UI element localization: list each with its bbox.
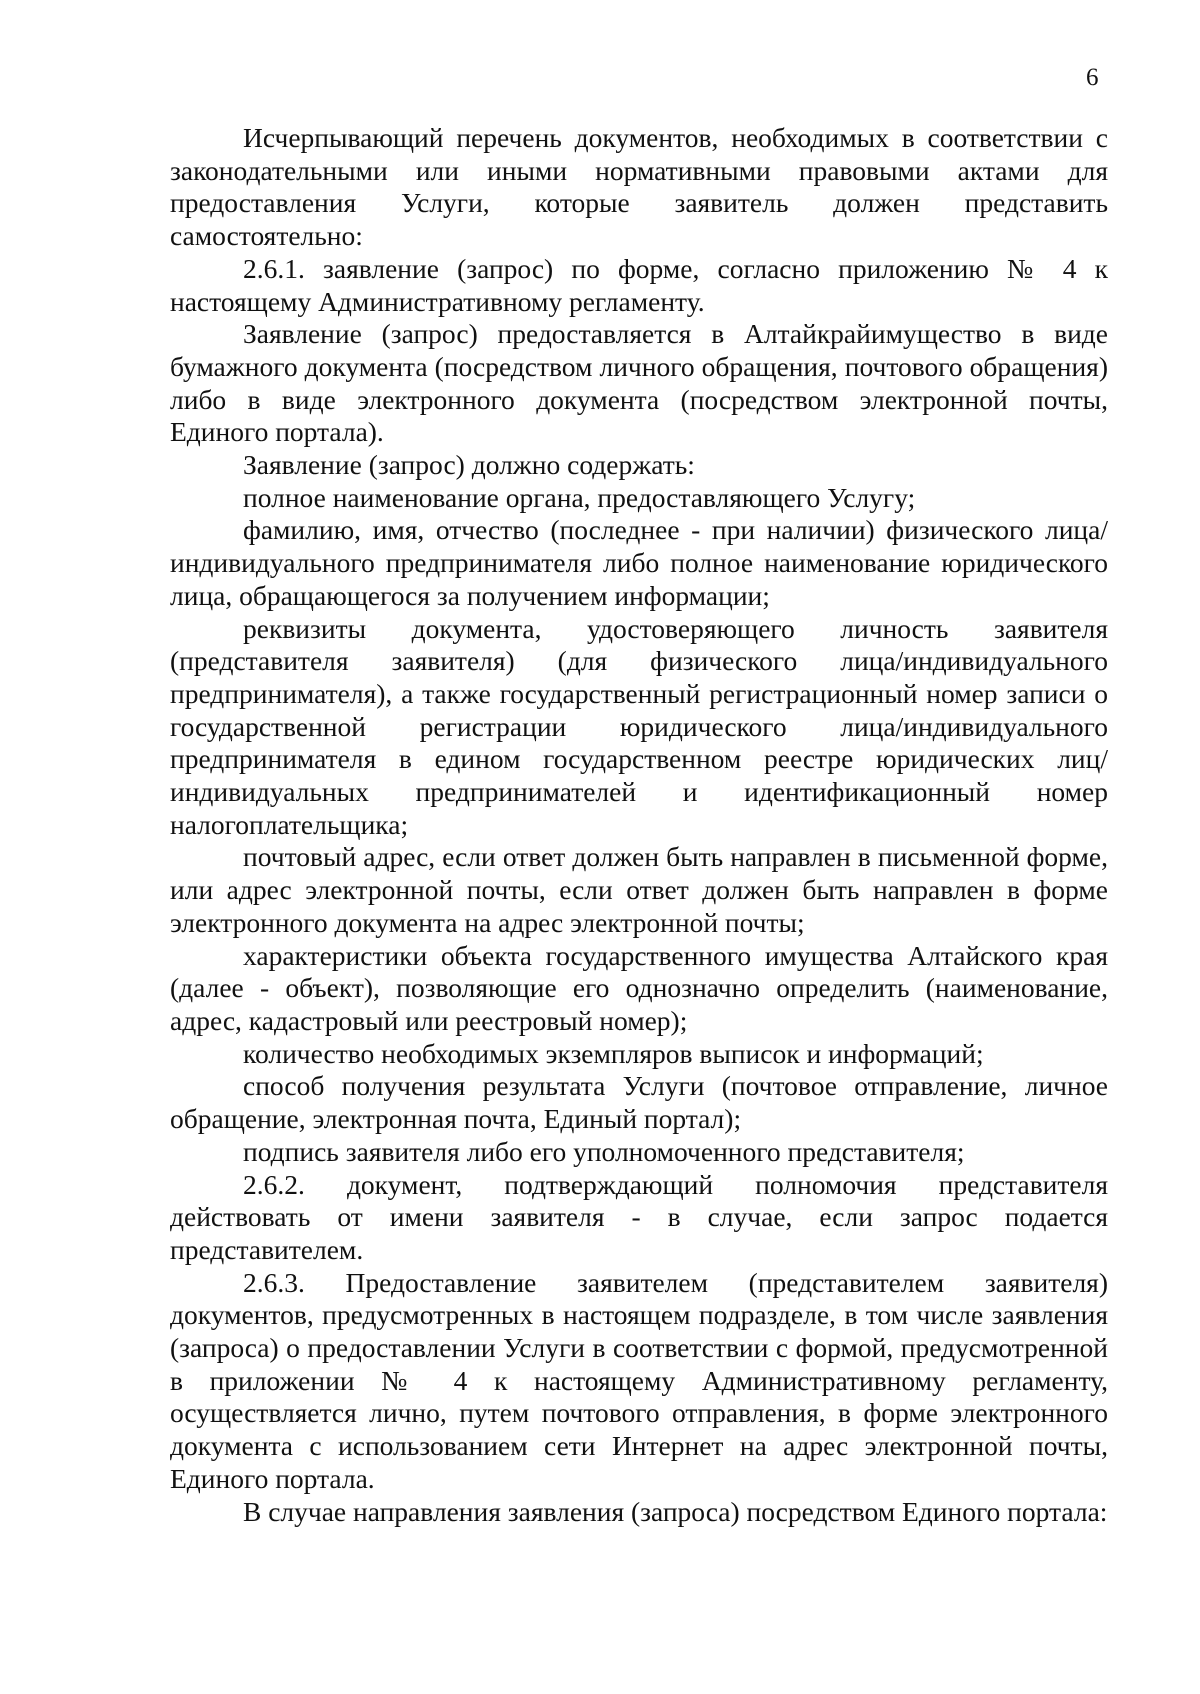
paragraph-contents-heading: Заявление (запрос) должно содержать: — [243, 449, 695, 481]
list-item-organ-name: полное наименование органа, предоставляющего Услугу; — [243, 481, 916, 513]
paragraph-submission: Заявление (запрос) предоставляется в Алтайкрайимущество в виде бумажного документа (посредством личного обращения, почтового обращения) либо в виде электронного документа (посредством электронной почты, Единого портала). — [170, 318, 1108, 448]
list-item-signature: подпись заявителя либо его уполномоченного представителя; — [243, 1135, 965, 1167]
list-item-copies-count: количество необходимых экземпляров выписок и информаций; — [243, 1037, 984, 1069]
list-item-postal-address: почтовый адрес, если ответ должен быть направлен в письменной форме, или адрес электронной почты, если ответ должен быть направлен в форме электронного документа на адрес электронной почты; — [170, 841, 1108, 938]
paragraph-2-6-2: 2.6.2. документ, подтверждающий полномочия представителя действовать от имени заявителя - в случае, если запрос подается представителем. — [170, 1168, 1108, 1265]
paragraph-2-6-3: 2.6.3. Предоставление заявителем (представителем заявителя) документов, предусмотренных в настоящем подразделе, в том числе заявления (запроса) о предоставлении Услуги в соответствии с формой, предусмотренной в приложении № 4 к настоящему Административному регламенту, осуществляется лично, путем почтового отправления, в форме электронного документа с использованием сети Интернет на адрес электронной почты, Единого портала. — [170, 1266, 1108, 1494]
page-number: 6 — [1086, 64, 1099, 91]
paragraph-portal-case: В случае направления заявления (запроса) посредством Единого портала: — [243, 1495, 1108, 1527]
document-body — [170, 122, 1108, 1528]
list-item-applicant-name: фамилию, имя, отчество (последнее - при наличии) физического лица/индивидуального предпринимателя либо полное наименование юридического лица, обращающегося за получением информации; — [170, 514, 1108, 611]
list-item-object-characteristics: характеристики объекта государственного имущества Алтайского края (далее - объект), позволяющие его однозначно определить (наименование, адрес, кадастровый или реестровый номер); — [170, 939, 1108, 1036]
paragraph-intro: Исчерпывающий перечень документов, необходимых в соответствии с законодательными или иными нормативными правовыми актами для предоставления Услуги, которые заявитель должен представить самостоятельно: — [170, 122, 1108, 252]
list-item-result-method: способ получения результата Услуги (почтовое отправление, личное обращение, электронная почта, Единый портал); — [170, 1070, 1108, 1135]
list-item-identity-details: реквизиты документа, удостоверяющего личность заявителя (представителя заявителя) (для физического лица/индивидуального предпринимателя), а также государственный регистрационный номер записи о государственной регистрации юридического лица/индивидуального предпринимателя в едином государственном реестре юридических лиц/индивидуальных предпринимателей и идентификационный номер налогоплательщика; — [170, 612, 1108, 840]
paragraph-2-6-1: 2.6.1. заявление (запрос) по форме, согласно приложению № 4 к настоящему Административному регламенту. — [170, 252, 1108, 317]
